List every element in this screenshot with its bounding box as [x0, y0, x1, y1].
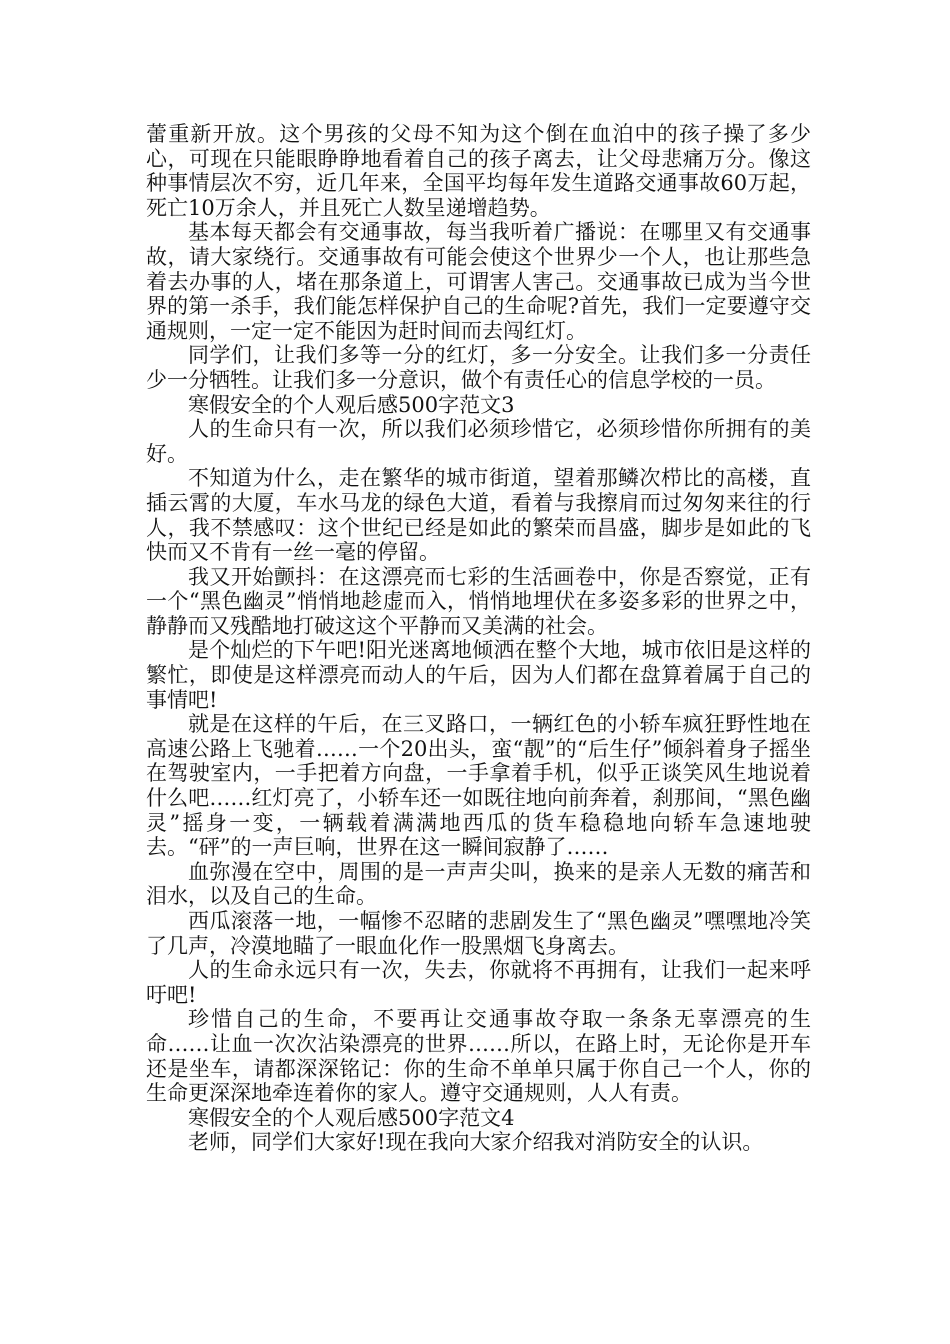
section-heading: 寒假安全的个人观后感500字范文4 [188, 1105, 515, 1130]
paragraph: 蕾重新开放。这个男孩的父母不知为这个倒在血泊中的孩子操了多少心，可现在只能眼睁睁地看着自己的孩子离去，让父母悲痛万分。像这种事情层次不穷，近几年来，全国平均每年发生道路交通事故60万起，死亡10万余人，并且死亡人数呈递增趋势。 [146, 122, 811, 220]
paragraph: 人的生命永远只有一次，失去，你就将不再拥有，让我们一起来呼吁吧! [146, 958, 811, 1007]
paragraph: 是个灿烂的下午吧!阳光迷离地倾洒在整个大地，城市依旧是这样的繁忙，即使是这样漂亮而动人的午后，因为人们都在盘算着属于自己的事情吧! [146, 638, 811, 712]
paragraph: 老师，同学们大家好!现在我向大家介绍我对消防安全的认识。 [188, 1130, 764, 1155]
paragraph: 基本每天都会有交通事故，每当我听着广播说：在哪里又有交通事故，请大家绕行。交通事故有可能会使这个世界少一个人，也让那些急着去办事的人，堵在那条道上，可谓害人害己。交通事故已成为当今世界的第一杀手，我们能怎样保护自己的生命呢?首先，我们一定要遵守交通规则，一定一定不能因为赶时间而去闯红灯。 [146, 220, 811, 343]
paragraph: 血弥漫在空中，周围的是一声声尖叫，换来的是亲人无数的痛苦和泪水，以及自己的生命。 [146, 859, 811, 909]
paragraph: 人的生命只有一次，所以我们必须珍惜它，必须珍惜你所拥有的美好。 [146, 417, 811, 466]
paragraph: 我又开始颤抖：在这漂亮而七彩的生活画卷中，你是否察觉，正有一个“黑色幽灵”悄悄地趁虚而入，悄悄地埋伏在多姿多彩的世界之中，静静而又残酷地打破这这个平静而又美满的社会。 [146, 564, 811, 638]
document-body [146, 122, 811, 1155]
paragraph: 珍惜自己的生命，不要再让交通事故夺取一条条无辜漂亮的生命……让血一次次沾染漂亮的世界……所以，在路上时，无论你是开车还是坐车，请都深深铭记：你的生命不单单只属于你自己一个人，你的生命更深深地牵连着你的家人。遵守交通规则，人人有责。 [146, 1007, 811, 1106]
paragraph: 就是在这样的午后，在三叉路口，一辆红色的小轿车疯狂野性地在高速公路上飞驰着……一个20出头，蛮“靓”的“后生仔”倾斜着身子摇坐在驾驶室内，一手把着方向盘，一手拿着手机，似乎正谈笑风生地说着什么吧……红灯亮了，小轿车还一如既往地向前奔着，刹那间，“黑色幽灵”摇身一变，一辆载着满满地西瓜的货车稳稳地向轿车急速地驶去。“砰”的一声巨响，世界在这一瞬间寂静了…… [146, 712, 811, 860]
paragraph: 同学们，让我们多等一分的红灯，多一分安全。让我们多一分责任少一分牺牲。让我们多一分意识，做个有责任心的信息学校的一员。 [146, 343, 811, 392]
paragraph: 西瓜滚落一地，一幅惨不忍睹的悲剧发生了“黑色幽灵”嘿嘿地冷笑了几声，冷漠地瞄了一眼血化作一股黑烟飞身离去。 [146, 909, 811, 958]
paragraph: 不知道为什么，走在繁华的城市街道，望着那鳞次栉比的高楼，直插云霄的大厦，车水马龙的绿色大道，看着与我擦肩而过匆匆来往的行人，我不禁感叹：这个世纪已经是如此的繁荣而昌盛，脚步是如此的飞快而又不肯有一丝一毫的停留。 [146, 466, 811, 565]
section-heading: 寒假安全的个人观后感500字范文3 [188, 392, 515, 417]
